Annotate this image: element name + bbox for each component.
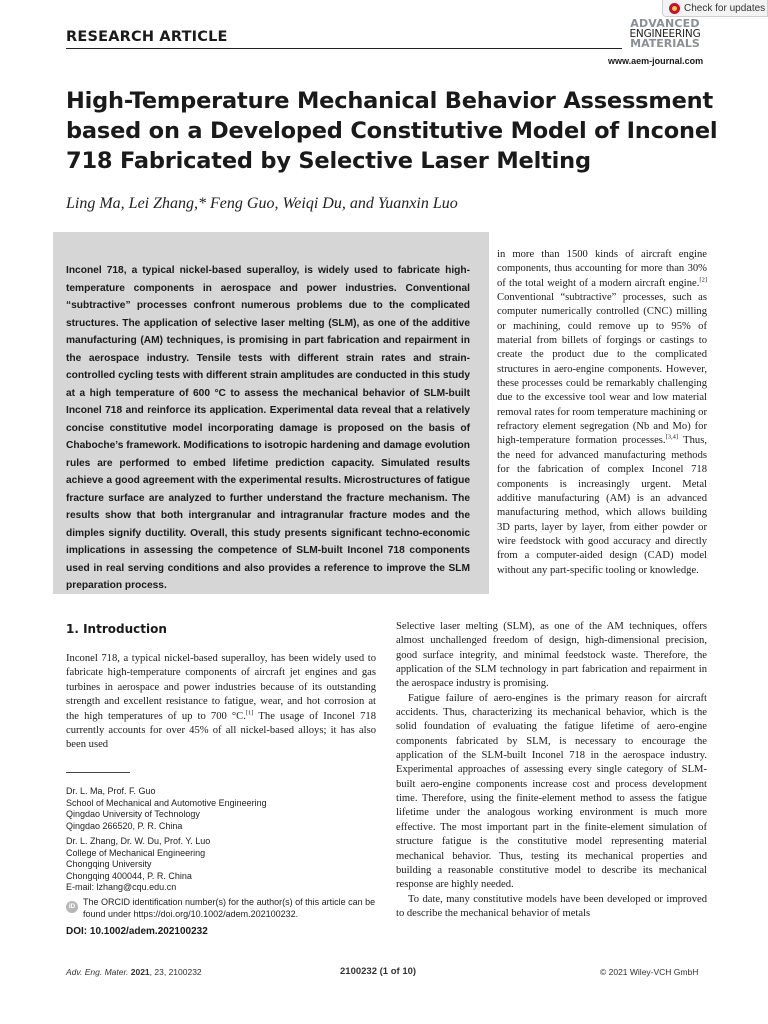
paragraph: Fatigue failure of aero-engines is the primary reason for aircraft accidents. Thus, characterizing its mechanical behavior, which is the solid foundation of evaluating the fatigue lifetime of aero-engine components fabricated by SLM, is necessary to encourage the application of the SLM-built Inconel 718 in the aerospace industry. Experimental approaches of assessing every single category of SLM-built aero-engine components increase cost and process development time. Therefore, using the finite-element method to assess the fatigue lifetime under the analogous working environment is much more effective. The most important part in the finite-element simulation of structure fatigue is the constitutive model representing material mechanical behavior. Thus, testing its mechanical properties and building a reasonable constitutive model to describe its mechanical response are highly needed. (396, 692, 707, 891)
citation-journal: Adv. Eng. Mater. (66, 967, 129, 977)
footnote-rule (66, 772, 130, 773)
reference-link[interactable]: [3,4] (665, 433, 679, 441)
citation-rest: , 23, 2100232 (149, 967, 202, 977)
doi-link[interactable]: DOI: 10.1002/adem.202100232 (66, 926, 208, 937)
affiliation-line: Qingdao University of Technology (66, 809, 200, 819)
orcid-text[interactable]: The ORCID identification number(s) for the author(s) of this article can be found under https://doi.org/10.1002/adem.202100232. (83, 897, 376, 919)
text-run: Thus, the need for advanced manufacturing methods for the fabrication of complex Inconel 718 components is increasingly urgent. Metal additive manufacturing (AM) is an advanced manufacturing method, which allows building 3D parts, layer by layer, from either powder or wire feedstock with good accuracy and directly from a computer-aided design (CAD) model without any part-specific tooling or knowledge. (497, 435, 707, 576)
affiliation-line: College of Mechanical Engineering (66, 847, 206, 858)
text-run: Inconel 718, a typical nickel-based superalloy, has been widely used to fabricate high-temperature components of aircraft jet engines and gas turbines in aerospace and power industries because of its outstanding strength and excellent resistance to fatigue, wear, and hot corrosion at the high temperatures of up to 700 °C. (66, 653, 376, 722)
affiliation-line: School of Mechanical and Automotive Engineering (66, 797, 267, 808)
text-run: The usage of Inconel 718 currently accounts for over 45% of all nickel-based alloys; it has also been used (66, 710, 377, 751)
right-column-text (497, 248, 707, 578)
paragraph (66, 652, 376, 753)
section-kicker: RESEARCH ARTICLE (66, 29, 228, 45)
check-for-updates-button[interactable] (662, 0, 768, 17)
section-heading-introduction: 1. Introduction (66, 622, 167, 636)
email-link[interactable]: E-mail: lzhang@cqu.edu.cn (66, 882, 177, 892)
affiliation-line: Dr. L. Ma, Prof. F. Guo (66, 786, 156, 796)
text-run: Conventional “subtractive” processes, such as computer numerically controlled (CNC) milling or machining, could remove up to 95% of material from billets of forgings or castings to create the product due to the complicated structures in aero-engine components. However, these processes could be remarkably challenging due to the excessive tool wear and low material removal rates for room temperature machining or refractory element segregation (Nb and Mo) for high-temperature formation processes. (497, 292, 707, 447)
footer-copyright: © 2021 Wiley-VCH GmbH (600, 967, 699, 977)
footer-citation (66, 967, 202, 977)
journal-url-link[interactable]: www.aem-journal.com (608, 56, 704, 66)
journal-logo (622, 19, 708, 49)
citation-year: 2021 (130, 967, 150, 977)
affiliation-line: Qingdao 266520, P. R. China (66, 820, 183, 831)
affiliation-2 (66, 836, 376, 894)
article-title: High-Temperature Mechanical Behavior Assessment based on a Developed Constitutive Model of Inconel 718 Fabricated by Selective Laser Melting (66, 88, 718, 174)
abstract-text: Inconel 718, a typical nickel-based superalloy, is widely used to fabricate high-temperature components in aerospace and power industries. Conventional “subtractive” processes confront numerous problems due to the complicated structures. The application of selective laser melting (SLM), as one of the additive manufacturing (AM) techniques, is promising in part fabrication and repairment in the aerospace industry. Tensile tests with different strain rates and strain-controlled cycling tests with different strain amplitudes are conducted in this study at a high temperature of 600 °C to assess the mechanical behavior of SLM-built Inconel 718 and reinforce its application. Experimental data reveal that a relatively concise constitutive model incorporating damage is proposed on the basis of Chaboche’s framework. Modifications to isotropic hardening and damage evolution rules are performed to embed lifetime prediction capacity. Simulated results achieve a good agreement with the experimental results. Microstructures of fatigue fracture surface are analyzed to further understand the fracture mechanism. The results show that both intergranular and intragranular fracture modes and the dimples signify ductility. Overall, this study presents significant techno-economic implications in assessing the competence of SLM-built Inconel 718 components used in real serving conditions and also provides a reference to improve the SLM preparation process. (66, 265, 470, 591)
logo-line-3: MATERIALS (630, 37, 700, 50)
paragraph: Selective laser melting (SLM), as one of the AM techniques, offers almost unchallenged freedom of design, high-dimensional precision, good surface integrity, and minimal feedstock waste. Therefore, the application of the SLM technology in part fabrication and repairment in the aerospace industry is promising. (396, 621, 707, 690)
paragraph (497, 248, 707, 578)
orcid-note (66, 897, 376, 920)
logo-line-2: ENGINEERING (629, 28, 701, 40)
affiliation-line: Chongqing 400044, P. R. China (66, 870, 192, 881)
text-run: in more than 1500 kinds of aircraft engine components, thus accounting for more than 30% of the total weight of a modern aircraft engine. (497, 249, 707, 289)
introduction-text (66, 652, 376, 753)
crossmark-icon (669, 3, 680, 14)
right-column-lower-text (396, 620, 707, 921)
reference-link[interactable]: [2] (699, 276, 707, 284)
paragraph: To date, many constitutive models have been developed or improved to describe the mechanical behavior of metals (396, 893, 707, 919)
article-authors: Ling Ma, Lei Zhang,* Feng Guo, Weiqi Du, and Yuanxin Luo (66, 195, 458, 212)
logo-line-1: ADVANCED (630, 17, 700, 30)
affiliation-1 (66, 786, 376, 832)
header-rule (66, 48, 622, 49)
footer-page-number: 2100232 (1 of 10) (340, 966, 417, 977)
orcid-icon: iD (66, 901, 78, 913)
check-updates-label: Check for updates (684, 2, 766, 14)
affiliation-line: Dr. L. Zhang, Dr. W. Du, Prof. Y. Luo (66, 836, 211, 846)
reference-link[interactable]: [1] (245, 709, 254, 717)
affiliation-line: Chongqing University (66, 859, 152, 869)
